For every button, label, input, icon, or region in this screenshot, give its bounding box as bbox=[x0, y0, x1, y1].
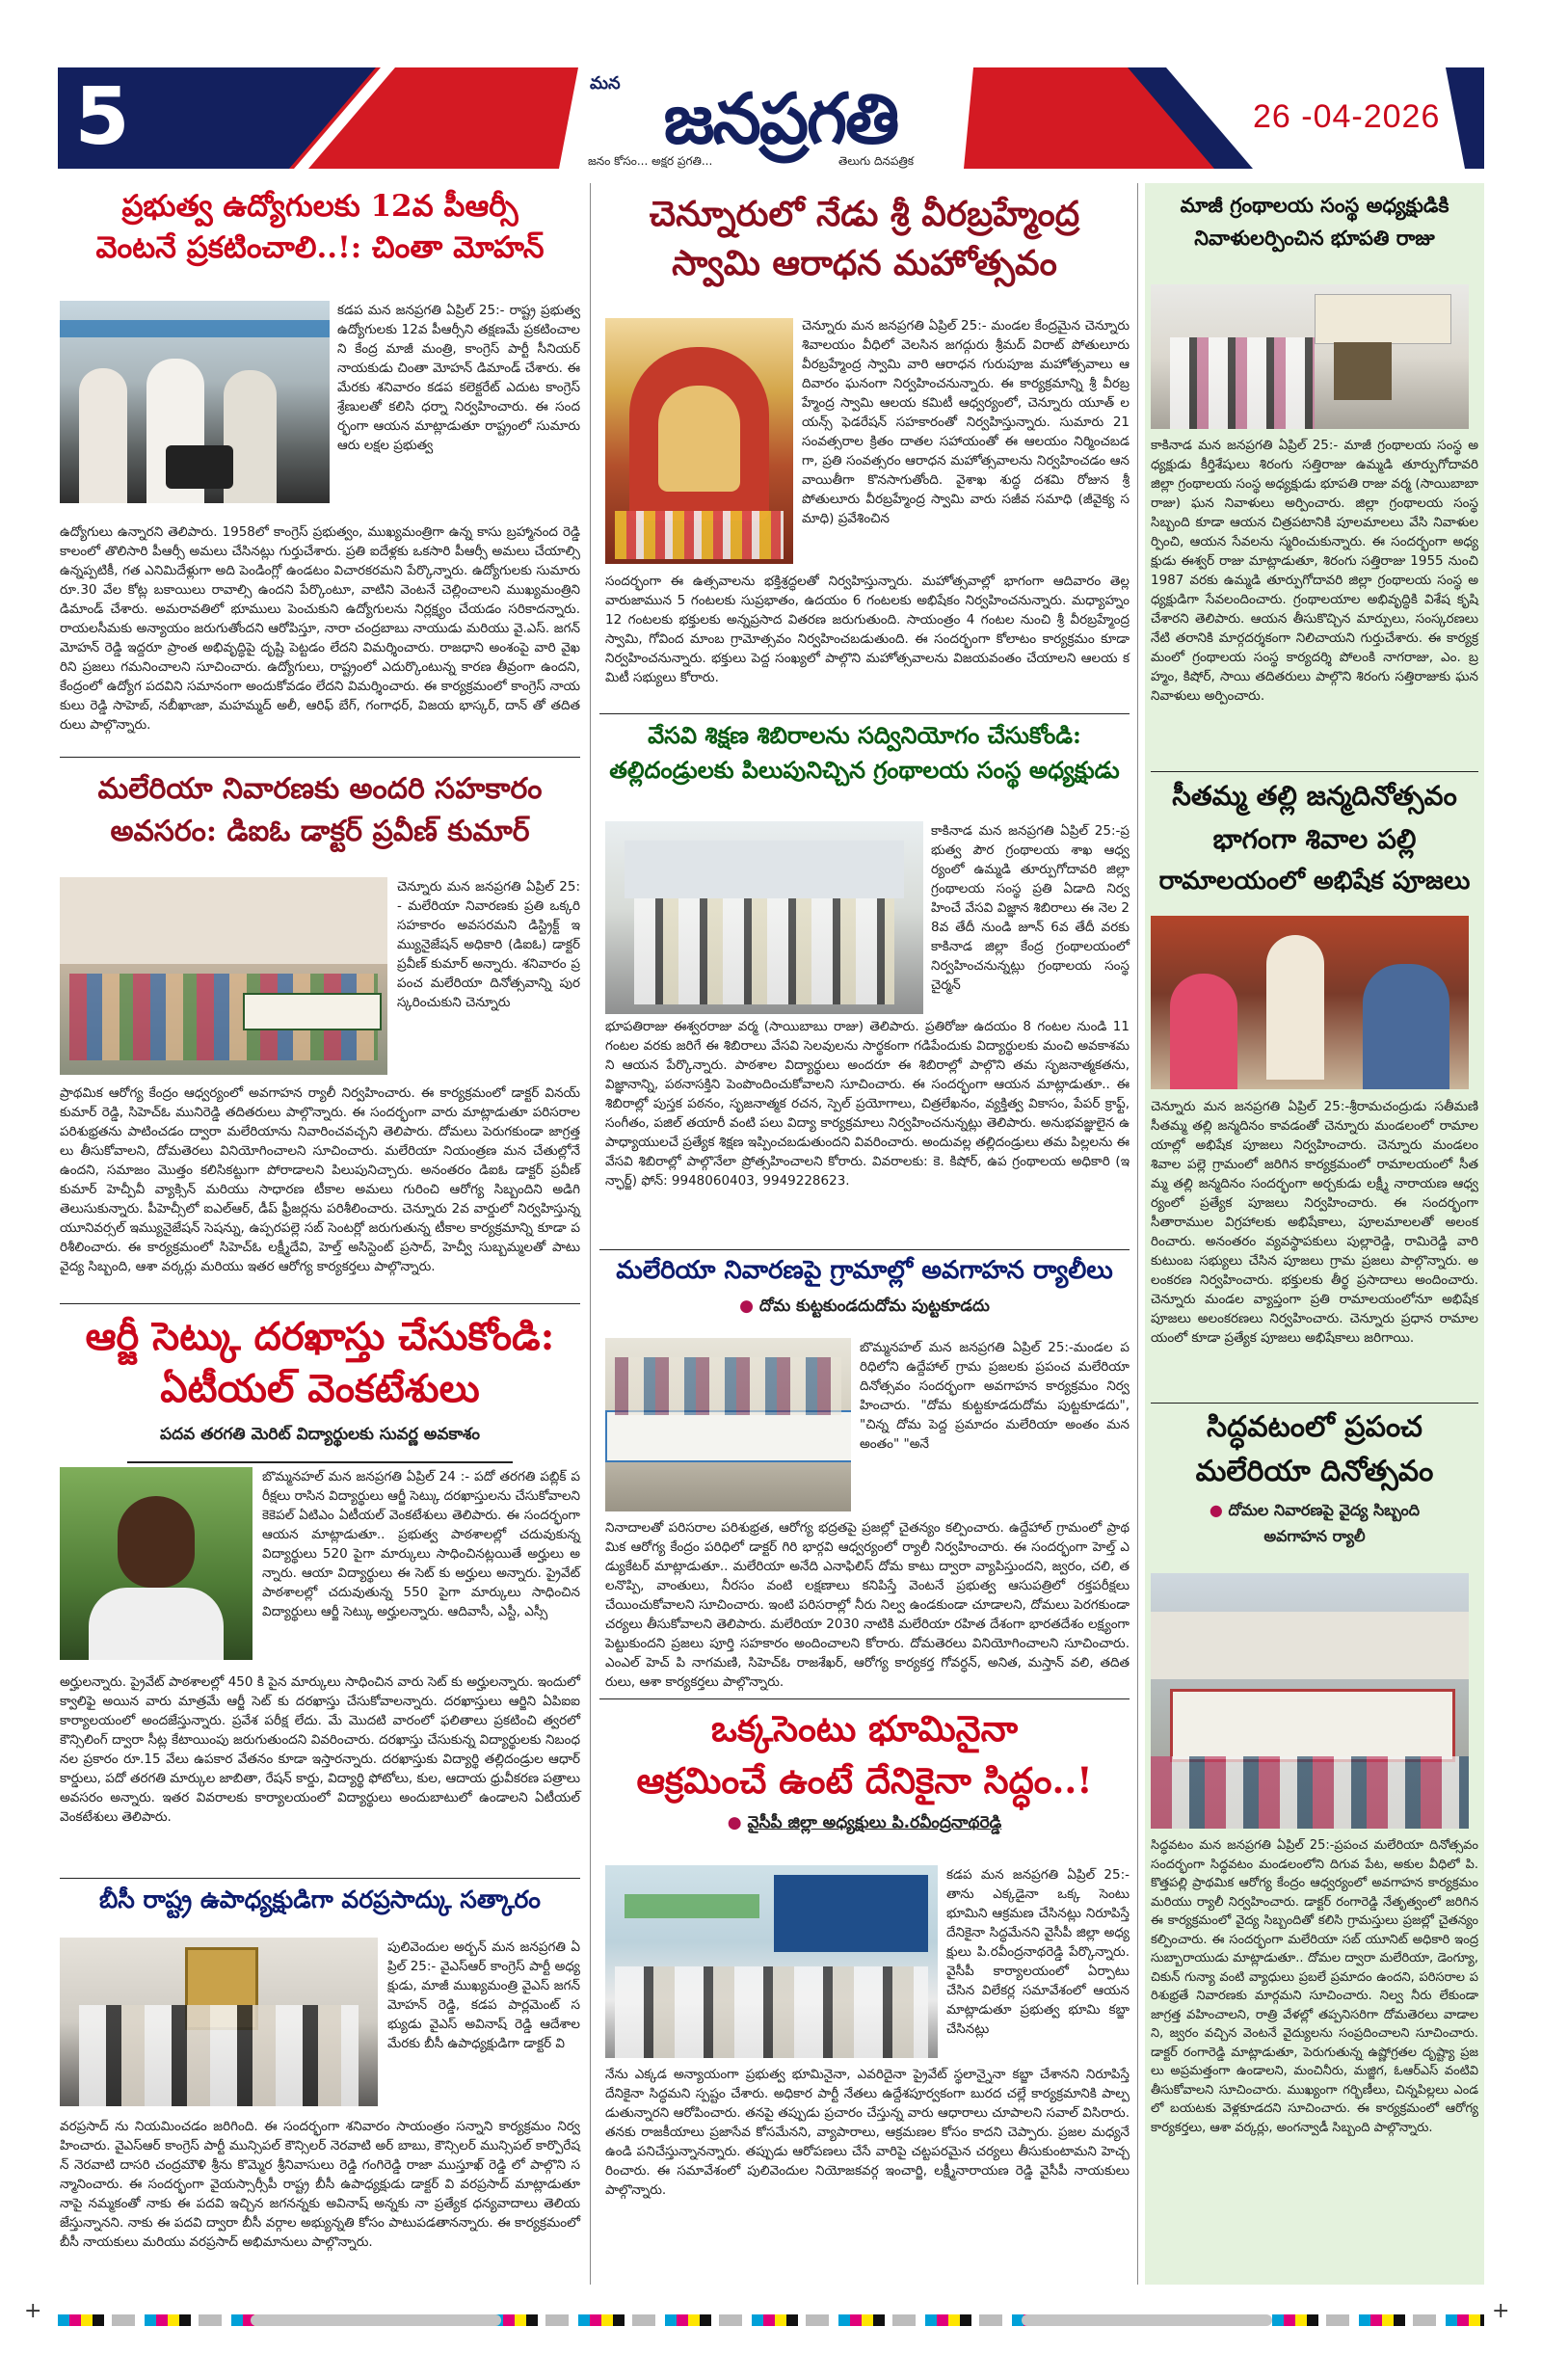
article-divider bbox=[599, 1698, 1130, 1699]
article-bc-body-rest bbox=[60, 2117, 580, 2252]
headline: రామాలయంలో అభిషేక పూజలు bbox=[1158, 867, 1471, 896]
article-rgukt bbox=[60, 1313, 580, 1448]
headline: అవసరం: డిఐఓ డాక్టర్ ప్రవీణ్ కుమార్ bbox=[110, 814, 530, 848]
article-summer-body-rest bbox=[605, 1017, 1130, 1190]
article-prc-body-top bbox=[337, 301, 580, 455]
article-bc bbox=[60, 1885, 580, 1914]
article-seethamma-body bbox=[1151, 1097, 1478, 1348]
body-text: వరప్రసాద్ ను నియమించడం జరిగింది. ఈ సందర్భంగా శనివారం సాయంత్రం సన్నాని కార్యక్రమం నిర్వహించారు. వైఎస్ఆర్ కాంగ్రెస్ పార్టీ మున్సిపల్ కౌన్సిలర్ నెరవాటి అర్ బాబు, కౌన్సిలర్ మున్సిపల్ కార్పొరేషన్ నెరవాటి దాసరి చంద్రమౌళి శ్రీను కొమ్మెర శ్రీనివాసులు రెడ్డి గంగిరెడ్డి రాజా ముస్తూఖ్ రెడ్డి లో పాల్గొని సన్మానించారు. ఈ సందర్భంగా వైయస్సార్సీపీ రాష్ట్ర బీసీ ఉపాధ్యక్షుడు డాక్టర్ వి వరప్రసాద్ మాట్లాడుతూ నాపై నమ్మకంతో నాకు ఈ పదవి ఇచ్చిన జగనన్నకు అవినాష్ అన్నకు నా ప్రత్యేక ధన్యవాదాలు తెలియజేస్తున్నానని. నాకు ఈ పదవి ద్వారా బీసీ వర్గాల అభ్యున్నతి కోసం పాటుపడతానన్నారు. ఈ కార్యక్రమంలో బీసీ నాయకులు మరియు వరప్రసాద్ అభిమానులు పాల్గొన్నారు. bbox=[60, 2119, 580, 2250]
body-text: నినాదాలతో పరిసరాల పరిశుభ్రత, ఆరోగ్య భద్రతపై ప్రజల్లో చైతన్యం కల్పించారు. ఉద్దేహాల్ గ్రామంలో ప్రాథమిక ఆరోగ్య కేంద్రం పరిధిలో డాక్టర్ గిరి భార్గవి ఆధ్వర్యంలో ర్యాలీ నిర్వహించారు. ఈ సందర్భంగా హెల్త్ ఎడ్యుకేటర్ మాట్లాడుతూ.. మలేరియా అనేది ఎనాఫిలిస్ దోమ కాటు ద్వారా వ్యాపిస్తుందని, జ్వరం, చలి, తలనొప్పి, వాంతులు, నీరసం వంటి లక్షణాలు కనిపిస్తే వెంటనే ప్రభుత్వ ఆసుపత్రిలో రక్తపరీక్షలు చేయించుకోవాలని సూచించారు. ఇంటి పరిసరాల్లో నీరు నిల్వ ఉండకుండా చూడాలని, దోమలు పెరగకుండా చర్యలు తీసుకోవాలని తెలిపారు. మలేరియా 2030 నాటికి మలేరియా రహిత దేశంగా భారతదేశం లక్ష్యంగా పెట్టుకుందని ప్రజలు పూర్తి సహకారం అందించాలని కోరారు. దోమతెరలు వినియోగించాలని సూచించారు. ఎంఎల్ హెచ్ పి నాగమణి, సిహెచ్ఓ రాజశేఖర్, ఆరోగ్య కార్యకర్త గోవర్ధన్, అనిత, మస్తాన్ వలి, తదితరులు, ఆశా కార్యకర్తలు పాల్గొన్నారు. bbox=[605, 1520, 1130, 1690]
article-bhupathi-body bbox=[1151, 436, 1478, 706]
article-malaria-body-rest bbox=[60, 1083, 580, 1276]
headline: భాగంగా శివాల పల్లి bbox=[1212, 823, 1417, 855]
subheadline bbox=[599, 1813, 1130, 1836]
body-text: బొమ్మనహల్ మన జనప్రగతి ఏప్రిల్ 24 :- పదో తరగతి పబ్లిక్ పరీక్షలు రాసిన విద్యార్థులు ఆర్జీ సెట్కు దరఖాస్తులను చేసుకోవాలని కెకెపల్ ఏటిఎం ఏటీయల్ వెంకటేశులు తెలిపారు. ఈ సందర్భంగా ఆయన మాట్లాడుతూ.. ప్రభుత్వ పాఠశాలల్లో చదువుకున్న విద్యార్థులు 520 పైగా మార్కులు సాధించినట్లయితే అర్హులు అన్నారు. ఆయా విద్యార్థులు ఈ సెట్ కు అర్హులు అన్నారు. ప్రైవేట్ పాఠశాలల్లో చదువుతున్న 550 పైగా మార్కులు సాధించిన విద్యార్థులు ఆర్జీ సెట్కు అర్హులన్నారు. ఆదివాసీ, ఎస్టీ, ఎస్సీ bbox=[262, 1469, 580, 1619]
headline: నివాళులర్పించిన భూపతి రాజు bbox=[1194, 226, 1435, 251]
article-malaria-rally bbox=[599, 1255, 1130, 1320]
photo-veerabrahmendra-idol bbox=[605, 318, 793, 564]
photo-prc-protest bbox=[60, 301, 330, 503]
headline: ఆక్రమించే ఉంటే దేనికైనా సిద్ధం..! bbox=[636, 1759, 1093, 1803]
paper-type: తెలుగు దినపత్రిక bbox=[838, 154, 915, 168]
logo-title: జనప్రగతి bbox=[663, 78, 898, 159]
body-text: భూపతిరాజు ఈశ్వరరాజు వర్మ (సాయిబాబు రాజు) తెలిపారు. ప్రతిరోజు ఉదయం 8 గంటల నుండి 11 గంటల వరకు జరిగే ఈ శిబిరాలు వేసవి సెలవులను సార్థకంగా గడిపేందుకు విద్యార్థులకు మంచి అవకాశమని ఆయన పేర్కొన్నారు. పాఠశాల విద్యార్థులు అందరూ ఈ శిబిరాల్లో పాల్గొని తమ సృజనాత్మకతను, విజ్ఞానాన్ని, పఠనాసక్తిని పెంపొందించుకోవాలని సూచించారు. ఈ సందర్భంగా ఆయన మాట్లాడుతూ.. ఈ శిబిరాల్లో పుస్తక పఠనం, సృజనాత్మక రచన, స్పెల్ ప్రయోగాలు, చిత్రలేఖనం, వ్యక్తిత్వ వికాసం, పేపర్ క్రాఫ్ట్, సంగీతం, పజిల్ తయారీ వంటి పలు విద్యా కార్యక్రమాలు నిర్వహించనున్నట్లు తెలిపారు. అనుభవజ్ఞులైన ఉపాధ్యాయులచే ప్రత్యేక శిక్షణ ఇప్పించబడుతుందని వివరించారు. అందువల్ల తల్లిదండ్రులు తమ పిల్లలను ఈ వేసవి శిబిరాల్లో పాల్గొనేలా ప్రోత్సహించాలని కోరారు. వివరాలకు: కె. కిషోర్, ఉప గ్రంథాలయ అధికారి (ఇన్ఛార్జ్) ఫోన్: 9948060403, 9949228623. bbox=[605, 1019, 1130, 1189]
article-divider bbox=[599, 713, 1130, 714]
body-text: అర్హులన్నారు. ప్రైవేట్ పాఠశాలల్లో 450 కి పైన మార్కులు సాధించిన వారు సెట్ కు అర్హులన్నారు. ఇందులో క్వాలిఫై అయిన వారు మాత్రమే ఆర్జీ సెట్ కు దరఖాస్తు చేసుకోవాలన్నారు. దరఖాస్తులు ఆర్జిని ఏపిఐఐ కార్యాలయంలో అందజేస్తున్నారు. ప్రవేశ పరీక్ష లేదు. మే మొదటి వారంలో ఫలితాలు ప్రకటించి త్వరలో కౌన్సిలింగ్ ద్వారా సీట్ల కేటాయింపు జరుగుతుందని వివరించారు. దరఖాస్తు చేసుకున్న విద్యార్థులకు నిబంధనల ప్రకారం రూ.15 వేలు ఉపకార వేతనం కూడా ఇస్తారన్నారు. దరఖాస్తుకు విద్యార్థి తల్లిదండ్రుల ఆధార్ కార్డులు, పదో తరగతి మార్కుల జాబితా, రేషన్ కార్డు, విద్యార్థి ఫోటోలు, కుల, ఆదాయ ధ్రువీకరణ పత్రాలు అవసరం అన్నారు. ఇతర వివరాలకు కార్యాలయంలో విద్యార్థులు అందుబాటులో ఉండాలని ఏటీయల్ వెంకటేశులు తెలిపారు. bbox=[60, 1674, 580, 1825]
subheadline: పదవ తరగతి మెరిట్ విద్యార్థులకు సువర్ణ అవకాశం bbox=[159, 1425, 480, 1444]
article-land-body-rest bbox=[605, 2065, 1130, 2200]
photo-siddavatam-rally bbox=[1151, 1573, 1469, 1829]
headline: మలేరియా నివారణకు అందరి సహకారం bbox=[97, 772, 543, 806]
body-text: సిద్ధవటం మన జనప్రగతి ఏప్రిల్ 25:-ప్రపంచ మలేరియా దినోత్సవం సందర్భంగా సిద్ధవటం మండలంలోని దిగువ పేట, అకుల వీధిలో పి. కొత్తపల్లి ప్రాథమిక ఆరోగ్య కేంద్రం ఆధ్వర్యంలో అవగాహన కార్యక్రమం మరియు ర్యాలీ నిర్వహించారు. డాక్టర్ రంగారెడ్డి నేతృత్వంలో జరిగిన ఈ కార్యక్రమంలో వైద్య సిబ్బందితో కలిసి గ్రామస్తులు ప్రజల్లో చైతన్యం కల్పించారు. ఈ సందర్భంగా మలేరియా సబ్ యూనిట్ అధికారి ఇంద్ర సుబ్బారాయుడు మాట్లాడుతూ.. దోమల ద్వారా మలేరియా, డెంగ్యూ, చికున్ గున్యా వంటి వ్యాధులు ప్రబలే ప్రమాదం ఉందని, పరిసరాల పరిశుభ్రతే నివారణకు మార్గమని సూచించారు. నిల్వ నీరు లేకుండా జాగ్రత్త వహించాలని, రాత్రి వేళల్లో తప్పనిసరిగా దోమతెరలు వాడాలని, జ్వరం వచ్చిన వెంటనే వైద్యులను సంప్రదించాలని సూచించారు. డాక్టర్ రంగారెడ్డి మాట్లాడుతూ, పెరుగుతున్న ఉష్ణోగ్రతల దృష్ట్యా ప్రజలు అప్రమత్తంగా ఉండాలని, మంచినీరు, మజ్జిగ, ఓఆర్ఎస్ వంటివి తీసుకోవాలని సూచించారు. ముఖ్యంగా గర్భిణీలు, చిన్నపిల్లలు ఎండలో బయటకు వెళ్లకూడదని సూచించారు. ఈ కార్యక్రమంలో ఆరోగ్య కార్యకర్తలు, ఆశా వర్కర్లు, అంగన్వాడీ సిబ్బంది పాల్గొన్నారు. bbox=[1151, 1838, 1478, 2135]
printer-color-bar bbox=[0, 2299, 1542, 2338]
photo-malaria-rally bbox=[60, 877, 387, 1075]
photo-tribute bbox=[1151, 284, 1469, 429]
article-siddavatam-body bbox=[1151, 1836, 1478, 2137]
article-divider bbox=[1151, 1403, 1478, 1404]
registration-mark-icon: + bbox=[1492, 2299, 1510, 2323]
article-seethamma bbox=[1151, 779, 1478, 897]
logo-small: మన bbox=[590, 73, 621, 94]
article-rgukt-body-rest bbox=[60, 1672, 580, 1827]
article-veera-body-rest bbox=[605, 572, 1130, 687]
headline: సీతమ్మ తల్లి జన్మదినోత్సవం bbox=[1172, 780, 1457, 812]
article-malaria-dio bbox=[60, 771, 580, 849]
photo-malaria-rally-village bbox=[605, 1338, 851, 1511]
bullet-icon: ● bbox=[727, 1812, 742, 1832]
article-rally-body-top bbox=[860, 1338, 1130, 1454]
headline: ప్రభుత్వ ఉద్యోగులకు 12వ పీఆర్సీ bbox=[121, 189, 518, 224]
article-rgukt-body-top bbox=[262, 1467, 580, 1621]
body-text: కడప మన జనప్రగతి ఏప్రిల్ 25:- తాను ఎక్కడైనా ఒక్క సెంటు భూమిని ఆక్రమణ చేసినట్లు నిరూపిస్తే దేనికైనా సిద్ధమేనని వైసీపీ జిల్లా అధ్యక్షులు పి.రవీంద్రనాథరెడ్డి పేర్కొన్నారు. వైసీపీ కార్యాలయంలో ఏర్పాటు చేసిన విలేకర్ల సమావేశంలో ఆయన మాట్లాడుతూ ప్రభుత్వ భూమి కబ్జా చేసినట్లు bbox=[946, 1867, 1130, 2037]
headline: ఒక్కసెంటు భూమినైనా bbox=[710, 1707, 1019, 1750]
subhead-underline bbox=[127, 1461, 513, 1463]
headline: తల్లిదండ్రులకు పిలుపునిచ్చిన గ్రంథాలయ సంస్థ అధ్యక్షుడు bbox=[609, 756, 1120, 784]
subheadline bbox=[1151, 1501, 1478, 1523]
logo-tagline: జనం కోసం... అక్షర ప్రగతి... bbox=[588, 154, 713, 168]
headline: మలేరియా నివారణపై గ్రామాల్లో అవగాహన ర్యాలీలు bbox=[616, 1256, 1113, 1285]
photo-venkateshulu bbox=[60, 1467, 253, 1660]
article-summer-camps bbox=[599, 721, 1130, 785]
headline: ఆర్జీ సెట్కు దరఖాస్తు చేసుకోండి: bbox=[85, 1314, 555, 1359]
headline: సిద్ధవటంలో ప్రపంచ bbox=[1207, 1410, 1422, 1444]
page-number: 5 bbox=[74, 71, 130, 163]
article-prc bbox=[60, 188, 580, 267]
article-veera-body-top bbox=[802, 316, 1130, 528]
subheadline-text: దోమల నివారణపై వైద్య సిబ్బంది bbox=[1228, 1501, 1421, 1519]
headline: స్వామి ఆరాధన మహోత్సవం bbox=[672, 243, 1057, 283]
article-rally-body-rest bbox=[605, 1518, 1130, 1692]
headline: చెన్నూరులో నేడు శ్రీ వీరబ్రహ్మేంద్ర bbox=[649, 194, 1080, 234]
body-text: చెన్నూరు మన జనప్రగతి ఏప్రిల్ 25:-శ్రీరామచంద్రుడు సతీమణి సీతమ్మ తల్లి జన్మదినం కావడంతో చెన్నూరు మండలంలో రామాలయాల్లో అభిషేక పూజలు నిర్వహించారు. చెన్నూరు మండలం శివాల పల్లె గ్రామంలో జరిగిన కార్యక్రమంలో రామాలయంలో సీతమ్మ తల్లి జన్మదినం సందర్భంగా అర్చకుడు లక్ష్మీ నారాయణ ఆధ్వర్యంలో ప్రత్యేక పూజలు నిర్వహించారు. ఈ సందర్భంగా సీతారాముల విగ్రహాలకు అభిషేకాలు, పూలమాలలతో అలంకరించారు. అనంతరం వ్యవస్థాపకులు పుల్లారెడ్డి, రామిరెడ్డి వారి కుటుంబ సభ్యులు చేసిన పూజలు గ్రామ ప్రజలు పాల్గొన్నారు. అలంకరణ నిర్వహించారు. భక్తులకు తీర్థ ప్రసాదాలు అందించారు. చెన్నూరు మండల వ్యాప్తంగా ప్రతి రామాలయంలోనూ అభిషేక పూజలు అలంకరణలు నిర్వహించారు. చెన్నూరు ప్రధాన రామాలయంలో కూడా ప్రత్యేక పూజలు అభిషేకాలు జరిగాయి. bbox=[1151, 1099, 1478, 1346]
column-rule-right bbox=[1137, 183, 1138, 2285]
headline: బీసీ రాష్ట్ర ఉపాధ్యక్షుడిగా వరప్రసాద్కు సత్కారం bbox=[99, 1885, 541, 1913]
photo-temple-puja bbox=[1151, 916, 1469, 1089]
article-divider bbox=[60, 757, 580, 758]
headline: ఏటీయల్ వెంకటేశులు bbox=[160, 1366, 480, 1411]
article-prc-body-rest bbox=[60, 522, 580, 735]
column-rule-left bbox=[590, 183, 591, 2285]
body-text: పులివెందుల అర్బన్ మన జనప్రగతి ఏప్రిల్ 25:- వైఎస్ఆర్ కాంగ్రెస్ పార్టీ అధ్యక్షుడు, మాజీ ముఖ్యమంత్రి వైఎస్ జగన్ మోహన్ రెడ్డి, కడప పార్లమెంట్ సభ్యుడు వైఎస్ అవినాష్ రెడ్డి ఆదేశాల మేరకు బీసీ ఉపాధ్యక్షుడిగా డాక్టర్ వి bbox=[387, 1939, 580, 2051]
body-text: సందర్భంగా ఈ ఉత్సవాలను భక్తిశ్రద్ధలతో నిర్వహిస్తున్నారు. మహోత్సవాల్లో భాగంగా ఆదివారం తెల్లవారుజామున 5 గంటలకు సుప్రభాతం, ఉదయం 6 గంటలకు అభిషేకం నిర్వహించనున్నారు. మధ్యాహ్నం 12 గంటలకు భక్తులకు అన్నప్రసాద వితరణ జరుగుతుంది. సాయంత్రం 4 గంటల నుంచి శ్రీ వీరబ్రహ్మేంద్ర స్వామి, గోవింద మాంబ గ్రామోత్సవం నిర్వహించబడుతుంది. ఈ సందర్భంగా కోలాటం కార్యక్రమం కూడా నిర్వహించనున్నారు. భక్తులు పెద్ద సంఖ్యలో పాల్గొని మహోత్సవాలను విజయవంతం చేయాలని ఆలయ కమిటీ సభ్యులు కోరారు. bbox=[605, 574, 1130, 685]
body-text: కాకినాడ మన జనప్రగతి ఏప్రిల్ 25:- మాజీ గ్రంథాలయ సంస్థ అధ్యక్షుడు కీర్తిశేషులు శిరంగు సత్తిరాజు ఉమ్మడి తూర్పుగోదావరి జిల్లా గ్రంథాలయ సంస్థ అధ్యక్షుడు భూపతి రాజు వర్మ (సాయిబాబా రాజు) ఘన నివాళులు అర్పించారు. జిల్లా గ్రంథాలయ సంస్థ సిబ్బంది కూడా ఆయన చిత్రపటానికి పూలమాలలు వేసి నివాళులర్పించి, ఆయన సేవలను స్మరించుకున్నారు. ఈ సందర్భంగా అధ్యక్షుడు ఈశ్వర్ రాజు మాట్లాడుతూ, శిరంగు సత్తిరాజు 1955 నుంచి 1987 వరకు ఉమ్మడి తూర్పుగోదావరి జిల్లా గ్రంథాలయ సంస్థ అధ్యక్షుడిగా సేవలందించారు. గ్రంథాలయాల అభివృద్ధికి విశేష కృషి చేశారని తెలిపారు. ఆయన తీసుకొచ్చిన మార్పులు, సంస్కరణలు నేటి తరానికి మార్గదర్శకంగా నిలిచాయని గుర్తుచేశారు. ఈ కార్యక్రమంలో గ్రంథాలయ సంస్థ కార్యదర్శి పోలంకి నాగరాజు, ఎం. బ్రహ్మం, కిషోర్, సాయి తదితరులు పాల్గొని శిరంగు సత్తిరాజుకు ఘన నివాళులు అర్పించారు. bbox=[1151, 438, 1478, 704]
article-summer-body-top bbox=[931, 821, 1130, 995]
body-text: ప్రాథమిక ఆరోగ్య కేంద్రం ఆధ్వర్యంలో అవగాహన ర్యాలీ నిర్వహించారు. ఈ కార్యక్రమంలో డాక్టర్ వినయ్ కుమార్ రెడ్డి, సిహెచ్ఓ మునిరెడ్డి తదితరులు పాల్గొన్నారు. ఈ సందర్భంగా వారు మాట్లాడుతూ పరిసరాల పరిశుభ్రతను పాటించడం ద్వారా మలేరియాను నివారించవచ్చని తెలిపారు. దోమలు పెరుగకుండా జాగ్రత్తలు తీసుకోవాలని, దోమతెరలు వినియోగించాలని సూచించారు. మలేరియా నియంత్రణ మన చేతుల్లోనే ఉందని, సమాజం మొత్తం కలిసికట్టుగా పోరాడాలని పిలుపునిచ్చారు. అనంతరం డిఐఓ డాక్టర్ ప్రవీణ్ కుమార్ హెచ్పీవీ వ్యాక్సిన్ మరియు సాధారణ టీకాల అమలు గురించి ఆరోగ్య సిబ్బందిని అడిగి తెలుసుకున్నారు. పీహెచ్సీలో ఐఎల్ఆర్, డీప్ ఫ్రీజర్లను పరిశీలించారు. చెన్నూరు 2వ వార్డులో నిర్వహిస్తున్న యూనివర్సల్ ఇమ్యునైజేషన్ సెషన్ను, ఉప్పరపల్లె సబ్ సెంటర్లో జరుగుతున్న టీకాల కార్యక్రమాన్ని కూడా పరిశీలించారు. ఈ కార్యక్రమంలో సిహెచ్ఓ లక్ష్మీదేవి, హెల్త్ అసిస్టెంట్ ప్రసాద్, హెచ్వీ సుబ్బమ్మలతో పాటు వైద్య సిబ్బంది, ఆశా వర్కర్లు మరియు ఇతర ఆరోగ్య కార్యకర్తలు పాల్గొన్నారు. bbox=[60, 1085, 580, 1274]
body-text: కడప మన జనప్రగతి ఏప్రిల్ 25:- రాష్ట్ర ప్రభుత్వ ఉద్యోగులకు 12వ పీఆర్సీని తక్షణమే ప్రకటించాలని కేంద్ర మాజీ మంత్రి, కాంగ్రెస్ పార్టీ సీనియర్ నాయకుడు చింతా మోహన్ డిమాండ్ చేశారు. ఈ మేరకు శనివారం కడప కలెక్టరేట్ ఎదుట కాంగ్రెస్ శ్రేణులతో కలిసి ధర్నా నిర్వహించారు. ఈ సందర్భంగా ఆయన మాట్లాడుతూ రాష్ట్రంలో సుమారు ఆరు లక్షల ప్రభుత్వ bbox=[337, 303, 580, 453]
article-siddavatam bbox=[1151, 1409, 1478, 1549]
headline: మలేరియా దినోత్సవం bbox=[1195, 1454, 1434, 1488]
article-bhupathi bbox=[1151, 193, 1478, 252]
body-text: బొమ్మనహల్ మన జనప్రగతి ఏప్రిల్ 25:-మండల పరిధిలోని ఉద్దేహాల్ గ్రామ ప్రజలకు ప్రపంచ మలేరియా దినోత్సవం సందర్భంగా అవగాహన కార్యక్రమం నిర్వహించారు. "దోమ కుట్టకూడదుదోమ పుట్టకూడదు", "చిన్న దోమ పెద్ద ప్రమాదం మలేరియా అంతం మనఅంతం" "అనే bbox=[860, 1340, 1130, 1452]
bullet-icon: ● bbox=[739, 1296, 754, 1316]
headline: మాజీ గ్రంథాలయ సంస్థ అధ్యక్షుడికి bbox=[1180, 193, 1449, 217]
article-land-body-top bbox=[946, 1865, 1130, 2039]
masthead bbox=[0, 0, 1542, 193]
article-malaria-body-top bbox=[397, 877, 580, 1012]
photo-summer-camp-poster bbox=[605, 821, 923, 1014]
body-text: కాకినాడ మన జనప్రగతి ఏప్రిల్ 25:-ప్రభుత్వ పౌర గ్రంథాలయ శాఖ ఆధ్వర్యంలో ఉమ్మడి తూర్పుగోదావరి జిల్లా గ్రంథాలయ సంస్థ ప్రతి ఏడాది నిర్వహించే వేసవి విజ్ఞాన శిబిరాలు ఈ నెల 28వ తేదీ నుండి జూన్ 6వ తేదీ వరకు కాకినాడ జిల్లా కేంద్ర గ్రంథాలయంలో నిర్వహించనున్నట్లు గ్రంథాలయ సంస్థ చైర్మన్ bbox=[931, 823, 1130, 993]
headline: వేసవి శిక్షణ శిబిరాలను సద్వినియోగం చేసుకోండి: bbox=[648, 721, 1081, 749]
article-land bbox=[599, 1706, 1130, 1836]
subheadline bbox=[599, 1297, 1130, 1320]
subheadline-text: వైసీపీ జిల్లా అధ్యక్షులు పి.రవీంద్రనాథరెడ్డి bbox=[747, 1812, 1002, 1832]
subheadline: అవగాహన ర్యాలీ bbox=[1263, 1527, 1366, 1545]
headline: వెంటనే ప్రకటించాలి..!: చింతా మోహన్ bbox=[95, 229, 545, 265]
body-text: నేను ఎక్కడ అన్యాయంగా ప్రభుత్వ భూమినైనా, ఎవరిదైనా ప్రైవేట్ స్థలాన్నైనా కబ్జా చేశానని నిరూపిస్తే దేనికైనా సిద్ధమని స్పష్టం చేశారు. అధికార పార్టీ నేతలు ఉద్దేశపూర్వకంగా బురద చల్లే కార్యక్రమానికి పాల్పడుతున్నారని ఆరోపించారు. తనపై తప్పుడు ప్రచారం చేస్తున్న వారు ఆధారాలు చూపాలని సవాల్ విసిరారు. తనకు రాజకీయాలు ప్రజాసేవ కోసమేనని, వ్యాపారాలు, ఆక్రమణల కోసం కాదని చెప్పారు. ప్రజల మధ్యనే ఉండి పనిచేస్తున్నానన్నారు. తప్పుడు ఆరోపణలు చేసే వారిపై చట్టపరమైన చర్యలు తీసుకుంటామని హెచ్చరించారు. ఈ సమావేశంలో పులివెందుల నియోజకవర్గ ఇంచార్జి, లక్ష్మీనారాయణ రెడ్డి వైసీపీ నాయకులు పాల్గొన్నారు. bbox=[605, 2067, 1130, 2198]
article-divider bbox=[599, 1249, 1130, 1250]
registration-mark-icon: + bbox=[24, 2299, 42, 2323]
date: 26 -04-2026 bbox=[1253, 98, 1441, 135]
photo-ysrcp-press-meet bbox=[605, 1865, 938, 2058]
photo-bc-felicitation bbox=[60, 1938, 378, 2106]
article-divider bbox=[60, 1303, 580, 1304]
subheadline-text: దోమ కుట్టకుండదుదోమ పుట్టకూడదు bbox=[758, 1296, 990, 1316]
article-bc-body-top bbox=[387, 1938, 580, 2053]
article-veerabrahmendra bbox=[599, 193, 1130, 285]
article-divider bbox=[1151, 771, 1478, 772]
body-text: ఉద్యోగులు ఉన్నారని తెలిపారు. 1958లో కాంగ్రెస్ ప్రభుత్వం, ముఖ్యమంత్రిగా ఉన్న కాసు బ్రహ్మానంద రెడ్డి కాలంలో తొలిసారి పీఆర్సీ అమలు చేసినట్లు గుర్తుచేశారు. ప్రతి ఐదేళ్లకు ఒకసారి పీఆర్సీ అమలు చేయాల్సి ఉన్నప్పటికీ, గత ఎనిమిదేళ్లుగా అది పెండింగ్లో ఉండటం విచారకరమని పేర్కొన్నారు. ఉద్యోగులకు సుమారు రూ.30 వేల కోట్ల బకాయిలు రావాల్సి ఉందని పేర్కొంటూ, వాటిని వెంటనే చెల్లించాలని ముఖ్యమంత్రిని డిమాండ్ చేశారు. అమరావతిలో భూములు పెంచుకుని ఉద్యోగులను నిర్లక్ష్యం చేయడం సరికాదన్నారు. రాయలసీమకు అన్యాయం జరుగుతోందని ఆరోపిస్తూ, నారా చంద్రబాబు నాయుడు మరియు వై.ఎస్. జగన్ మోహన్ రెడ్డి ఇద్దరూ ప్రాంత అభివృద్ధిపై దృష్టి పెట్టడం లేదని విమర్శించారు. రాజధాని అంశంపై వారి వైఖరిని ప్రజలు గమనించాలని సూచించారు. ఉద్యోగులు, రాష్ట్రంలో ఎదుర్కొంటున్న కారణ తీవ్రంగా ఉందని, కేంద్రంలో ఉద్యోగ పదవిని సమానంగా అందుకోవడం లేదని విమర్శించారు. ఈ కార్యక్రమంలో కాంగ్రెస్ నాయకులు రెడ్డి సాహెబ్, నబీఖాఁజా, మహమ్మద్ అలీ, ఆరిఫ్ బేగ్, గంగాధర్, విజయ భాస్కర్, దాన్ తో తదితరులు పాల్గొన్నారు. bbox=[60, 524, 580, 733]
body-text: చెన్నూరు మన జనప్రగతి ఏప్రిల్ 25:- మలేరియా నివారణకు ప్రతి ఒక్కరి సహకారం అవసరమని డిస్ట్రిక్ట్ ఇమ్యునైజేషన్ అధికారి (డిఐఓ) డాక్టర్ ప్రవీణ్ కుమార్ అన్నారు. శనివారం ప్రపంచ మలేరియా దినోత్సవాన్ని పురస్కరించుకుని చెన్నూరు bbox=[397, 879, 580, 1010]
article-divider bbox=[60, 1878, 580, 1879]
body-text: చెన్నూరు మన జనప్రగతి ఏప్రిల్ 25:- మండల కేంద్రమైన చెన్నూరు శివాలయం వీధిలో వెలసిన జగద్గురు శ్రీమద్ విరాట్ పోతులూరు వీరబ్రహ్మేంద్ర స్వామి వారి ఆరాధన గురుపూజ మహోత్సవాలు ఆదివారం ఘనంగా నిర్వహించనున్నారు. ఈ కార్యక్రమాన్ని శ్రీ వీరబ్రహ్మేంద్ర స్వామి ఆలయ కమిటీ ఆధ్వర్యంలో, చెన్నూరు యూత్ లయన్స్ ఫెడరేషన్ సహకారంతో నిర్వహిస్తున్నారు. సుమారు 21 సంవత్సరాల క్రితం దాతల సహాయంతో ఈ ఆలయం నిర్మించబడగా, ప్రతి సంవత్సరం ఆరాధన మహోత్సవాలను నిర్వహించడం ఆనవాయితీగా కొనసాగుతోంది. వైశాఖ శుద్ధ దశమి రోజున శ్రీ పోతులూరు వీరబ్రహ్మేంద్ర స్వామి వారు సజీవ సమాధి (జీవైక్య సమాధి) ప్రవేశించిన bbox=[802, 318, 1130, 526]
bullet-icon: ● bbox=[1209, 1501, 1223, 1519]
